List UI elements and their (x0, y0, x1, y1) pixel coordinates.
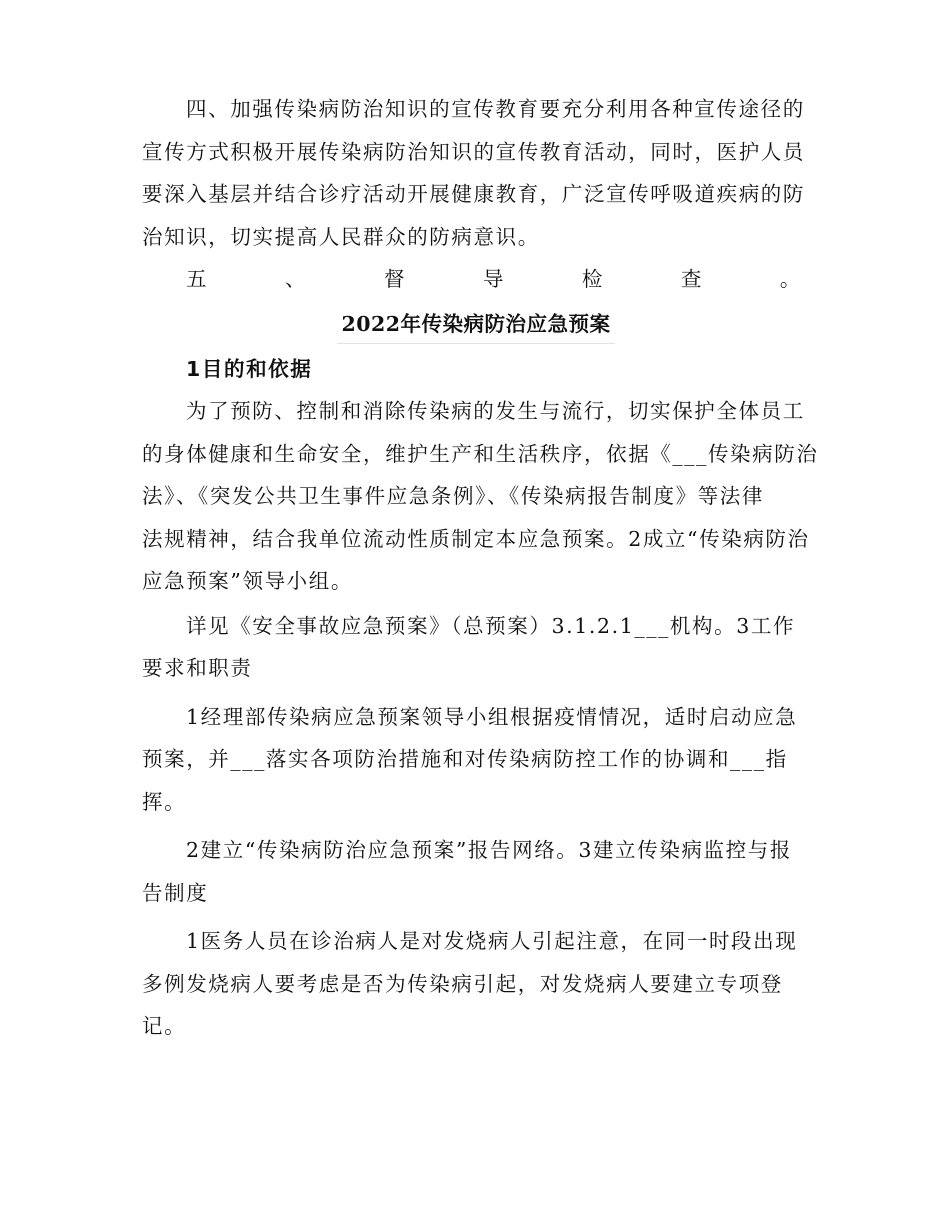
heading-char: 查 (680, 267, 703, 291)
text-line: 的身体健康和生命安全，维护生产和生活秩序，依据《___传染病防治 (142, 441, 819, 466)
text-line: 详见《安全事故应急预案》（总预案）3.1.2.1___机构。3工作 (186, 613, 796, 638)
heading-purpose: 1目的和依据 (186, 356, 313, 381)
section-4-paragraph (142, 88, 810, 258)
text-line: 应急预案”领导小组。 (142, 569, 353, 593)
text-line: 2建立“传染病防治应急预案”报告网络。3建立传染病监控与报 (186, 838, 792, 862)
section-5-heading (142, 258, 810, 301)
heading-char: 、 (284, 267, 308, 291)
document-body (142, 88, 819, 1048)
purpose-paragraph (142, 390, 819, 603)
text-line: 为了预防、控制和消除传染病的发生与流行，切实保护全体员工 (186, 399, 805, 423)
heading-char: 五 (186, 267, 209, 291)
text-line: 要求和职责 (142, 656, 253, 680)
document-title: 2022年传染病防治应急预案 (337, 307, 614, 344)
text-line: 四、加强传染病防治知识的宣传教育要充分利用各种宣传途径的 (186, 97, 805, 121)
heading-char: 督 (383, 267, 407, 291)
heading-char: 。 (779, 267, 802, 291)
text-line: 治知识，切实提高人民群众的防病意识。 (142, 224, 540, 249)
heading-char: 导 (482, 267, 506, 291)
medical-paragraph (142, 920, 810, 1048)
text-line: 多例发烧病人要考虑是否为传染病引起，对发烧病人要建立专项登 (142, 971, 783, 996)
text-line: 挥。 (142, 789, 187, 814)
text-line: 法规精神，结合我单位流动性质制定本应急预案。2成立“传染病防治 (142, 526, 810, 551)
text-line: 宣传方式积极开展传染病防治知识的宣传教育活动，同时，医护人员 (142, 139, 805, 164)
heading-char: 检 (581, 267, 604, 291)
text-line: 告制度 (142, 880, 209, 905)
network-paragraph (142, 829, 810, 914)
text-line: 记。 (142, 1014, 187, 1038)
title-block (142, 307, 810, 344)
text-line: 法》、《突发公共卫生事件应急条例》、《传染病报告制度》等法律 (142, 484, 764, 508)
text-line: 1经理部传染病应急预案领导小组根据疫情情况，适时启动应急 (186, 704, 798, 729)
leader-paragraph (142, 696, 810, 824)
text-line: 预案，并___落实各项防治措施和对传染病防控工作的协调和___指 (142, 747, 788, 771)
text-line: 1医务人员在诊治病人是对发烧病人引起注意，在同一时段出现 (186, 929, 798, 953)
text-line: 要深入基层并结合诊疗活动开展健康教育，广泛宣传呼吸道疾病的防 (142, 182, 805, 206)
detail-paragraph (142, 605, 810, 690)
